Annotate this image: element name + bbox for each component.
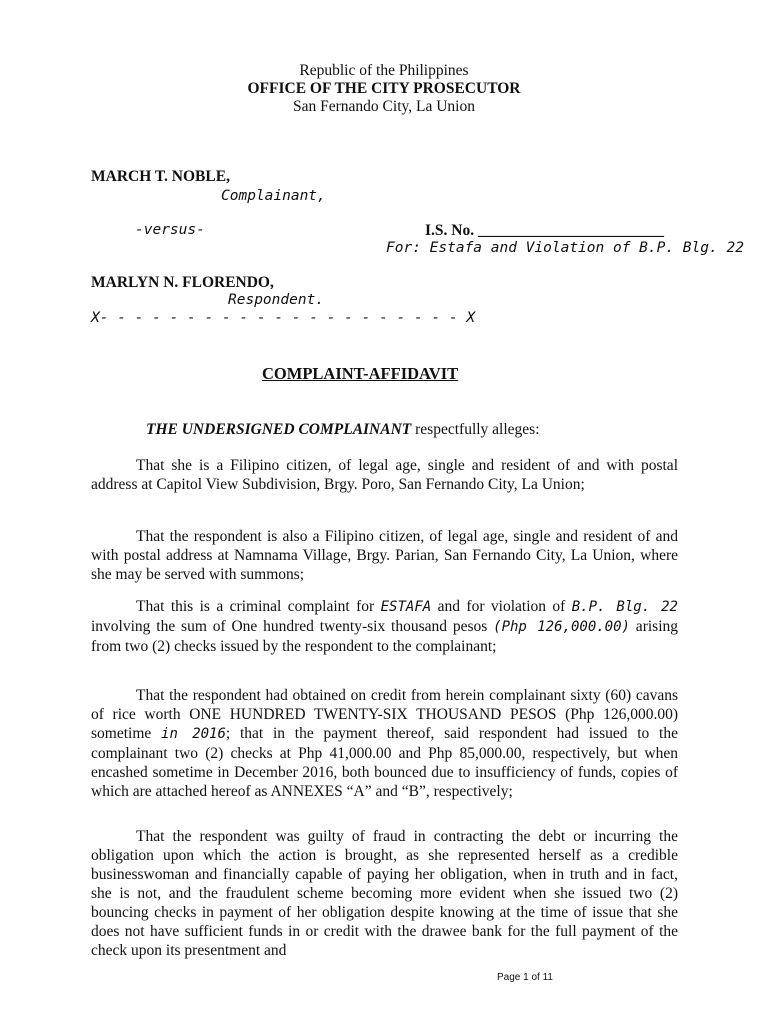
p3-text-c: and for violation of bbox=[431, 598, 572, 615]
charge-line: For: Estafa and Violation of B.P. Blg. 22 bbox=[386, 240, 744, 256]
complainant-role: Complainant, bbox=[221, 188, 326, 204]
paragraph-2: That the respondent is also a Filipino citizen, of legal age, single and resident of and with postal address at Namnama Village, Brgy. Parian, San Fernando City, La Union, where she may be served with summons; bbox=[91, 528, 678, 583]
is-number-line: I.S. No. ________________________ bbox=[425, 222, 664, 239]
p3-estafa: ESTAFA bbox=[380, 599, 432, 615]
versus-label: -versus- bbox=[135, 222, 205, 238]
document-title: COMPLAINT-AFFIDAVIT bbox=[262, 364, 459, 383]
complainant-name: MARCH T. NOBLE, bbox=[91, 168, 230, 185]
header-republic: Republic of the Philippines bbox=[299, 62, 469, 79]
paragraph-1: That she is a Filipino citizen, of legal age, single and resident of and with postal address at Capitol View Subdivision, Brgy. Poro, San Fernando City, La Union; bbox=[91, 457, 678, 493]
paragraph-4 bbox=[91, 686, 678, 801]
intro-emphasis: THE UNDERSIGNED COMPLAINANT bbox=[146, 421, 412, 438]
intro-line bbox=[146, 421, 540, 439]
p4-year: in 2016 bbox=[161, 726, 226, 742]
paragraph-3 bbox=[91, 597, 678, 656]
p3-bp-blg: B.P. Blg. 22 bbox=[571, 599, 678, 615]
header-office: OFFICE OF THE CITY PROSECUTOR bbox=[247, 80, 521, 97]
respondent-name: MARLYN N. FLORENDO, bbox=[91, 274, 274, 291]
p3-text-g: arising from two (2) checks issued by the respondent to the complainant; bbox=[91, 618, 678, 655]
intro-rest: respectfully alleges: bbox=[411, 421, 540, 438]
respondent-role: Respondent. bbox=[228, 292, 325, 308]
p4-text-a: That the respondent had obtained on credit from herein complainant sixty (60) cavans of rice worth ONE HUNDRED TWENTY-SIX THOUSAND PESOS (Php 126,000.00) sometime bbox=[91, 687, 678, 742]
p4-text-c: ; that in the payment thereof, said respondent had issued to the complainant two (2) checks at Php 41,000.00 and Php 85,000.00, respectively, but when encashed sometime in December 2016, both bounced due to insufficiency of funds, copies of which are attached hereof as ANNEXES “A” and “B”, respectively; bbox=[91, 725, 678, 800]
header-location: San Fernando City, La Union bbox=[293, 98, 475, 115]
p3-amount: (Php 126,000.00) bbox=[493, 619, 630, 635]
page-number: Page 1 of 11 bbox=[497, 972, 553, 983]
caption-divider: X- - - - - - - - - - - - - - - - - - - - - X bbox=[91, 310, 476, 326]
p3-text-e: involving the sum of One hundred twenty-six thousand pesos bbox=[91, 618, 494, 635]
p3-text-a: That this is a criminal complaint for bbox=[136, 598, 381, 615]
paragraph-5: That the respondent was guilty of fraud in contracting the debt or incurring the obligation upon which the action is brought, as she represented herself as a credible businesswoman and financially capable of paying her obligation, when in truth and in fact, she is not, and the fraudulent scheme becoming more evident when she issued two (2) bouncing checks in payment of her obligation despite knowing at the time of issue that she does not have sufficient funds in or credit with the drawee bank for the full payment of the check upon its presentment and bbox=[91, 828, 678, 959]
